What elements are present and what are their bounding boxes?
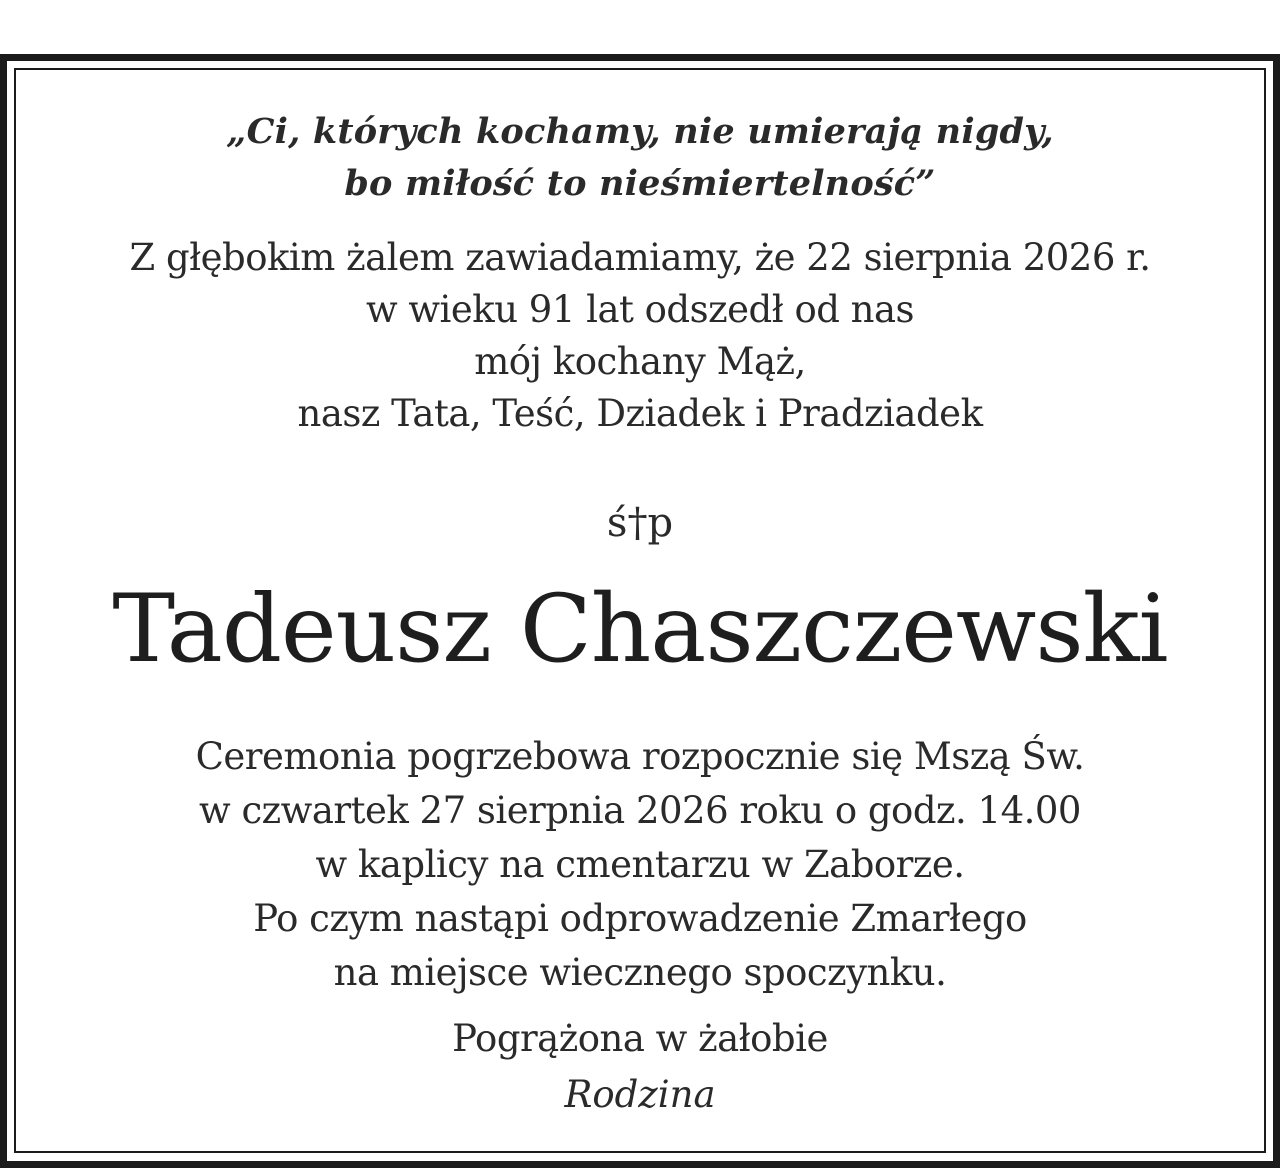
- mourning-text: Pogrążona w żałobie: [452, 1017, 828, 1060]
- funeral-line: na miejsce wiecznego spoczynku.: [333, 951, 947, 994]
- quote-line: bo miłość to nieśmiertelność”: [344, 163, 936, 204]
- funeral-line: w kaplicy na cmentarzu w Zaborze.: [315, 843, 965, 886]
- quote-line: „Ci, których kochamy, nie umierają nigdy,: [226, 111, 1054, 152]
- announcement-line: Z głębokim żalem zawiadamiamy, że 22 sierpnia 2026 r.: [129, 236, 1151, 279]
- memorial-quote: [16, 106, 1264, 210]
- funeral-line: Ceremonia pogrzebowa rozpocznie się Mszą Św.: [195, 735, 1085, 778]
- announcement-text: [16, 232, 1264, 440]
- funeral-line: Po czym nastąpi odprowadzenie Zmarłego: [253, 897, 1027, 940]
- announcement-line: mój kochany Mąż,: [474, 340, 806, 383]
- family-signature: Rodzina: [564, 1073, 716, 1116]
- funeral-line: w czwartek 27 sierpnia 2026 roku o godz. 14.00: [199, 789, 1081, 832]
- deceased-name: Tadeusz Chaszczewski: [112, 575, 1168, 684]
- announcement-line: nasz Tata, Teść, Dziadek i Pradziadek: [297, 392, 983, 435]
- stp-cross-symbol: ś†p: [606, 500, 674, 546]
- funeral-details: [16, 730, 1264, 1000]
- announcement-line: w wieku 91 lat odszedł od nas: [365, 288, 915, 331]
